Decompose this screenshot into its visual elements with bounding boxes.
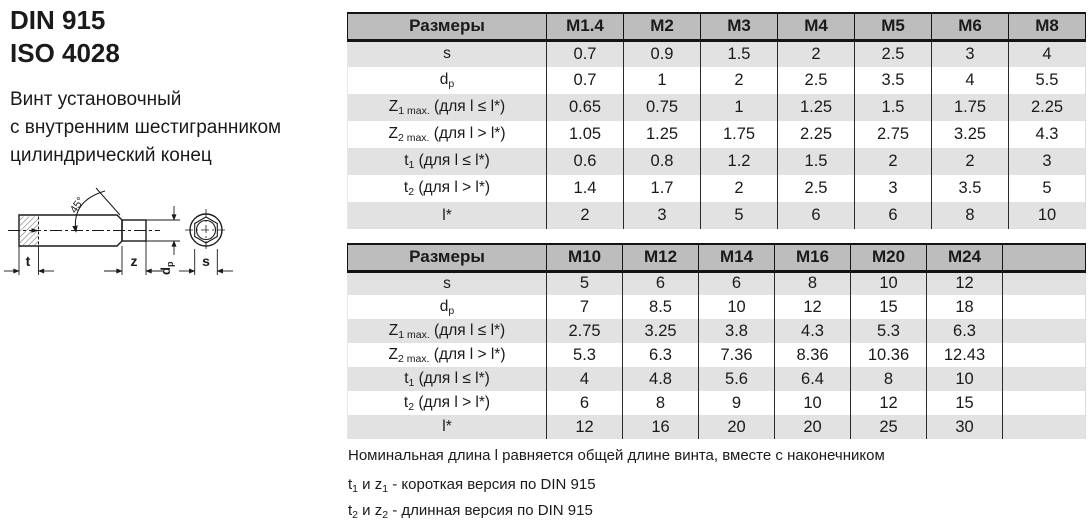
dimension-value-cell: 1.75: [932, 94, 1009, 121]
text-part: l*: [442, 206, 452, 224]
dimension-value-cell: 20: [775, 415, 851, 439]
table-row: [348, 367, 1086, 391]
dimension-value-cell: 6: [855, 202, 932, 229]
row-label: [348, 67, 547, 94]
dimension-value-cell: [1003, 295, 1086, 319]
text-part: (для l ≤ l*): [414, 369, 490, 387]
dimension-value-cell: 6: [699, 271, 775, 295]
row-label: [348, 271, 547, 295]
standard-din: DIN 915: [10, 5, 106, 35]
dimension-value-cell: 1.75: [701, 121, 778, 148]
text-part: s: [443, 45, 451, 63]
setscrew-technical-drawing: [0, 183, 280, 295]
footnote-short-version: [348, 474, 596, 500]
dimension-value-cell: 1: [701, 94, 778, 121]
thread-size-col-header: M3: [701, 13, 778, 40]
standards-block: [10, 4, 120, 70]
dimension-value-cell: 0.6: [547, 148, 624, 175]
dimension-value-cell: 25: [851, 415, 927, 439]
thread-size-col-header: M6: [932, 13, 1009, 40]
dimension-value-cell: 2: [778, 40, 855, 67]
table-row: [348, 319, 1086, 343]
dimension-value-cell: 1.7: [624, 175, 701, 202]
nominal-length-note: Номинальная длина l равняется общей длине винта, вместе с наконечником: [348, 447, 885, 464]
text-part: t: [348, 476, 353, 493]
dimension-value-cell: 0.8: [624, 148, 701, 175]
subscript: 2 max.: [397, 352, 430, 365]
text-part: l*: [442, 418, 452, 435]
table-row: [348, 148, 1086, 175]
text-part: d: [439, 71, 449, 88]
dimension-value-cell: [1003, 415, 1086, 439]
subscript: p: [448, 304, 455, 317]
subscript: p: [448, 78, 455, 90]
dimension-value-cell: 20: [699, 415, 775, 439]
s-dim-label: s: [202, 253, 210, 269]
thread-size-col-header: M16: [775, 244, 851, 271]
subscript: 1 max.: [398, 105, 430, 117]
description-line: Винт установочный: [10, 89, 182, 110]
dimension-value-cell: 2.25: [1009, 94, 1086, 121]
row-label: [348, 295, 547, 319]
thread-size-col-header: M24: [927, 244, 1003, 271]
dimension-value-cell: 6.4: [775, 367, 851, 391]
table-row: [348, 202, 1086, 229]
text-part: Z: [388, 98, 399, 115]
dimension-value-cell: 3: [1009, 148, 1086, 175]
text-part: s: [443, 274, 451, 292]
dimension-value-cell: 10: [851, 271, 927, 295]
dimension-value-cell: 8.36: [775, 343, 851, 367]
dimension-value-cell: 10: [1009, 202, 1086, 229]
dimension-value-cell: 3: [624, 202, 701, 229]
text-part: t: [403, 179, 409, 196]
dimension-value-cell: 0.9: [624, 40, 701, 67]
dimension-value-cell: 10: [699, 295, 775, 319]
dimension-value-cell: 5.3: [547, 343, 623, 367]
subscript: 1 max.: [398, 328, 430, 341]
dimension-value-cell: 4.8: [623, 367, 699, 391]
text-part: t: [403, 393, 409, 411]
table-row: [348, 295, 1086, 319]
dimension-value-cell: 1.25: [624, 121, 701, 148]
dimension-value-cell: [1003, 271, 1086, 295]
dimension-value-cell: 3: [855, 175, 932, 202]
dimension-value-cell: 0.7: [547, 67, 624, 94]
dimension-value-cell: 15: [927, 391, 1003, 415]
end-view: [185, 209, 227, 251]
dimension-value-cell: 2: [855, 148, 932, 175]
dimension-value-cell: 2: [701, 175, 778, 202]
dimensions-table-m1_4-m8: [347, 12, 1086, 229]
row-label: [348, 40, 547, 67]
subscript: 2: [408, 186, 415, 198]
thread-size-col-header: M1.4: [547, 13, 624, 40]
dimension-value-cell: 12.43: [927, 343, 1003, 367]
dimension-value-cell: 2.5: [778, 67, 855, 94]
dimension-value-cell: 5: [1009, 175, 1086, 202]
thread-size-col-header: M8: [1009, 13, 1086, 40]
text-part: Z: [388, 345, 398, 363]
description-line: с внутренним шестигранником: [10, 117, 282, 138]
row-label: [348, 319, 547, 343]
subscript: 2: [408, 400, 415, 413]
dimension-value-cell: 2.5: [778, 175, 855, 202]
subscript: 1: [382, 483, 389, 495]
dimension-value-cell: 2.75: [547, 319, 623, 343]
text-part: t: [404, 369, 409, 387]
table-row: [348, 121, 1086, 148]
dimension-value-cell: 12: [851, 391, 927, 415]
dimension-value-cell: [1003, 343, 1086, 367]
dimension-value-cell: 4.3: [775, 319, 851, 343]
thread-size-col-header: M5: [855, 13, 932, 40]
dimension-value-cell: [1003, 367, 1086, 391]
dimension-value-cell: [1003, 319, 1086, 343]
dimension-value-cell: 8: [775, 271, 851, 295]
dimensions-table-m10-m24: [347, 243, 1086, 439]
dimension-value-cell: 6: [778, 202, 855, 229]
thread-size-col-header: M14: [699, 244, 775, 271]
thread-size-col-header: M12: [623, 244, 699, 271]
dimension-value-cell: 15: [851, 295, 927, 319]
row-label: [348, 175, 547, 202]
thread-size-col-header: M4: [778, 13, 855, 40]
text-part: и z: [358, 476, 383, 493]
dimension-value-cell: 7: [547, 295, 623, 319]
dimension-value-cell: 5: [547, 271, 623, 295]
subscript: 1: [408, 159, 415, 171]
dimension-value-cell: 3.25: [623, 319, 699, 343]
text-part: d: [439, 297, 449, 315]
dimension-value-cell: 3.8: [699, 319, 775, 343]
dimension-value-cell: 5.6: [699, 367, 775, 391]
table-row: [348, 40, 1086, 67]
text-part: и z: [358, 502, 383, 519]
dimension-value-cell: 6.3: [927, 319, 1003, 343]
text-part: (для l > l*): [429, 345, 506, 363]
subscript: 1: [408, 376, 415, 389]
dimension-value-cell: 5.5: [1009, 67, 1086, 94]
subscript: 2 max.: [397, 132, 430, 144]
text-part: (для l ≤ l*): [429, 98, 506, 115]
dimension-value-cell: 1.5: [778, 148, 855, 175]
dimension-value-cell: 10.36: [851, 343, 927, 367]
dimension-value-cell: 8: [623, 391, 699, 415]
dimension-value-cell: 4: [1009, 40, 1086, 67]
header-row: [348, 244, 1086, 271]
dimension-value-cell: 2: [547, 202, 624, 229]
header-row: [348, 13, 1086, 40]
dimension-value-cell: 0.7: [547, 40, 624, 67]
row-label: [348, 415, 547, 439]
dimension-value-cell: 1.5: [855, 94, 932, 121]
text-part: - короткая версия по DIN 915: [388, 476, 596, 493]
dimension-value-cell: 3.25: [932, 121, 1009, 148]
dimension-value-cell: 2.5: [855, 40, 932, 67]
dimension-value-cell: 3.5: [855, 67, 932, 94]
text-part: Z: [388, 321, 399, 339]
text-part: t: [348, 502, 353, 519]
dimension-value-cell: [1003, 391, 1086, 415]
text-part: - длинная версия по DIN 915: [388, 502, 593, 519]
dimension-value-cell: 1.2: [701, 148, 778, 175]
dimension-value-cell: 1: [624, 67, 701, 94]
chamfer-callout: [75, 188, 120, 232]
row-label: [348, 343, 547, 367]
table-row: [348, 271, 1086, 295]
z-dim-label: z: [130, 253, 138, 269]
table-row: [348, 391, 1086, 415]
dimension-value-cell: 10: [927, 367, 1003, 391]
dimension-value-cell: 2: [701, 67, 778, 94]
text-part: Z: [388, 125, 398, 142]
t-dim-label: t: [25, 253, 31, 269]
sizes-header-cell: Размеры: [348, 244, 547, 271]
dimension-value-cell: 8: [932, 202, 1009, 229]
dimension-value-cell: 6: [547, 391, 623, 415]
dimension-value-cell: 30: [927, 415, 1003, 439]
dimension-value-cell: 6: [623, 271, 699, 295]
subscript: 2: [352, 509, 359, 521]
subscript: 1: [352, 483, 359, 495]
text-part: (для l > l*): [414, 393, 491, 411]
dimension-value-cell: 16: [623, 415, 699, 439]
dimension-value-cell: 12: [927, 271, 1003, 295]
sizes-header-cell: Размеры: [348, 13, 547, 40]
version-footnotes: [348, 474, 596, 526]
table-row: [348, 343, 1086, 367]
standard-iso: ISO 4028: [10, 38, 120, 68]
chamfer-angle-label: 45°: [67, 195, 88, 216]
text-part: (для l ≤ l*): [414, 152, 490, 169]
dimension-value-cell: 2: [932, 148, 1009, 175]
thread-size-col-header: M10: [547, 244, 623, 271]
table-row: [348, 67, 1086, 94]
dimension-value-cell: 9: [699, 391, 775, 415]
dimension-value-cell: 1.25: [778, 94, 855, 121]
dimension-value-cell: 3: [932, 40, 1009, 67]
description-line: цилиндрический конец: [10, 145, 212, 166]
dimension-value-cell: 12: [547, 415, 623, 439]
dimension-value-cell: 2.25: [778, 121, 855, 148]
text-part: (для l ≤ l*): [429, 321, 506, 339]
dimension-value-cell: 0.65: [547, 94, 624, 121]
dimension-value-cell: 4: [547, 367, 623, 391]
thread-size-col-header: M2: [624, 13, 701, 40]
dimension-value-cell: 10: [775, 391, 851, 415]
dimension-value-cell: 4.3: [1009, 121, 1086, 148]
thread-size-col-header: M20: [851, 244, 927, 271]
row-label: [348, 367, 547, 391]
dimension-value-cell: 5: [701, 202, 778, 229]
dimension-value-cell: 0.75: [624, 94, 701, 121]
text-part: (для l > l*): [429, 125, 506, 142]
table-row: [348, 175, 1086, 202]
dimension-value-cell: 12: [775, 295, 851, 319]
dimension-value-cell: 8.5: [623, 295, 699, 319]
dimension-value-cell: 2.75: [855, 121, 932, 148]
row-label: [348, 202, 547, 229]
dimension-value-cell: 1.5: [701, 40, 778, 67]
dimension-value-cell: 4: [932, 67, 1009, 94]
dp-label: $d_p$: [158, 261, 175, 275]
dimension-value-cell: 1.05: [547, 121, 624, 148]
dimension-value-cell: 3.5: [932, 175, 1009, 202]
table-row: [348, 94, 1086, 121]
row-label: [348, 148, 547, 175]
text-part: (для l > l*): [414, 179, 491, 196]
product-description: [10, 86, 281, 170]
dimension-value-cell: 7.36: [699, 343, 775, 367]
subscript: 2: [382, 509, 389, 521]
text-part: t: [404, 152, 409, 169]
dimension-value-cell: 5.3: [851, 319, 927, 343]
dimension-value-cell: 8: [851, 367, 927, 391]
table-row: [348, 415, 1086, 439]
dimension-value-cell: 6.3: [623, 343, 699, 367]
dimension-value-cell: 1.4: [547, 175, 624, 202]
row-label: [348, 121, 547, 148]
dimension-value-cell: 18: [927, 295, 1003, 319]
row-label: [348, 94, 547, 121]
footnote-long-version: [348, 500, 596, 526]
thread-size-col-header: [1003, 244, 1086, 271]
row-label: [348, 391, 547, 415]
